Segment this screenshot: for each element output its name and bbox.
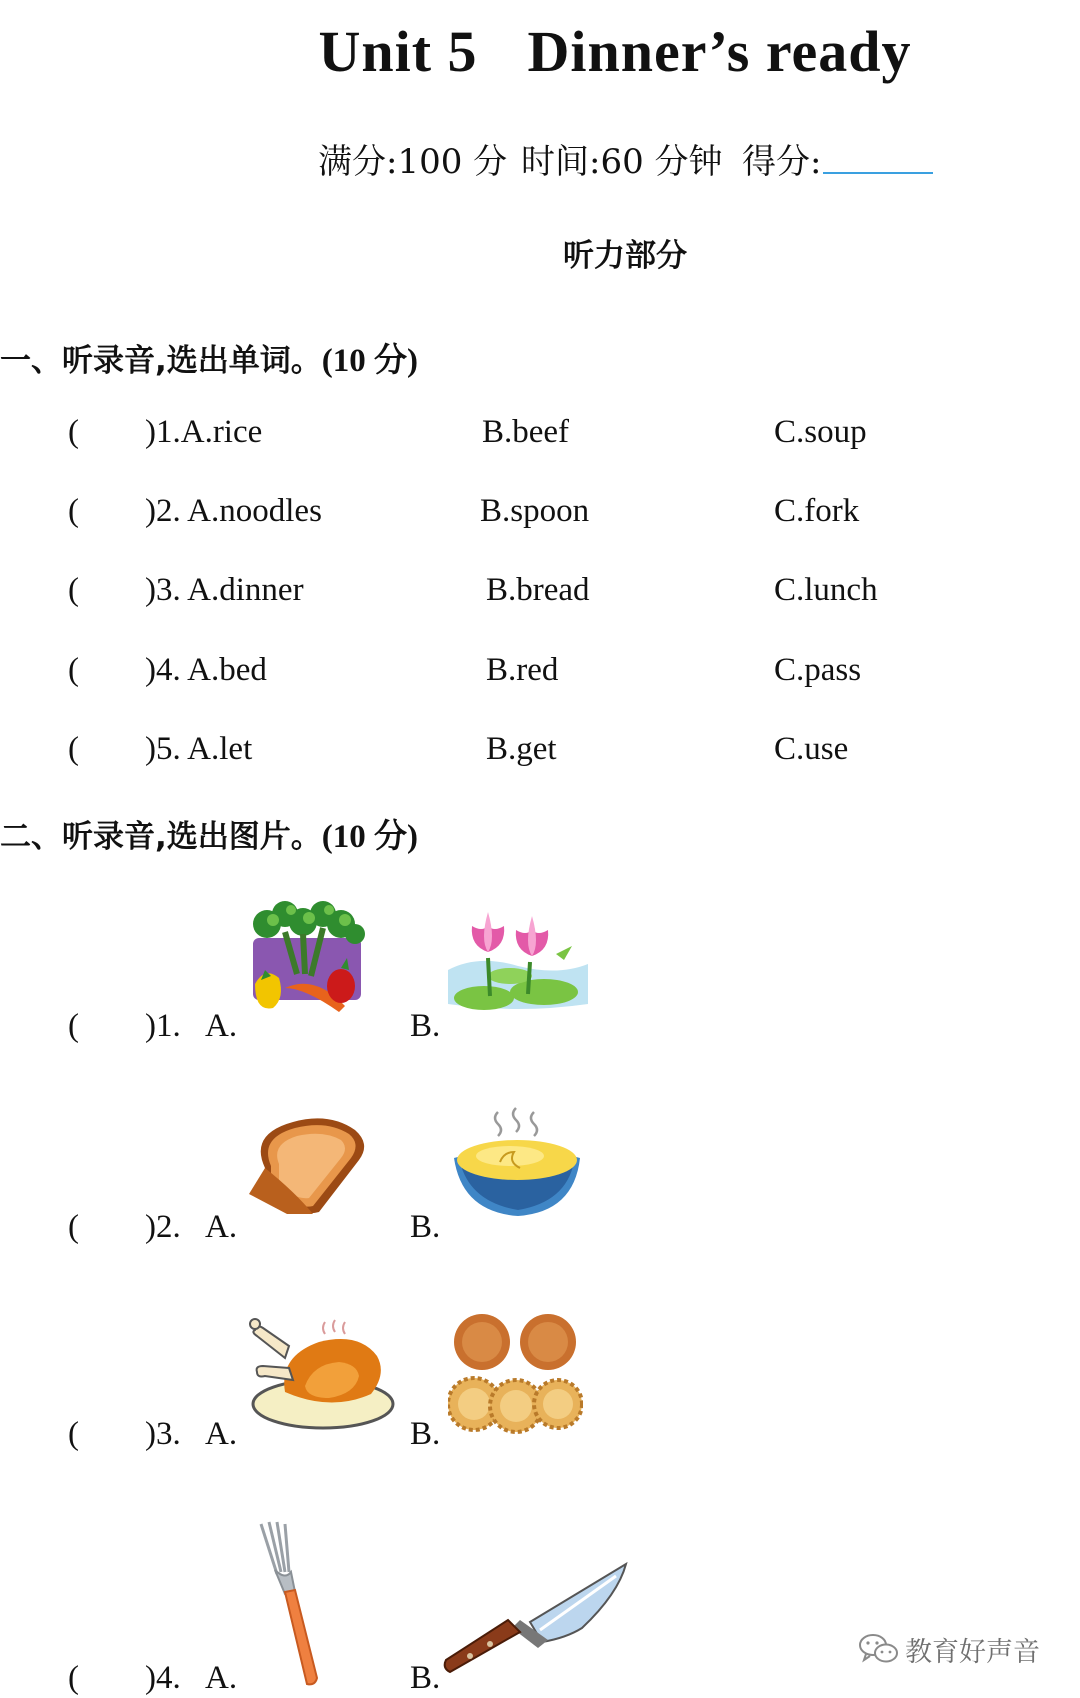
vegetables-icon[interactable] [245,900,367,1022]
part2-heading [0,810,418,857]
part1-points: (10 分) [321,343,419,379]
fork-icon[interactable] [255,1520,330,1690]
option-a-label: A. [205,1209,238,1245]
time-limit: 时间:60 分钟 [521,142,723,182]
option-a-label: A. [205,1416,238,1452]
part1-heading [0,334,418,381]
question-number: )3. [145,1416,181,1452]
option-b: B.get [486,731,557,767]
answer-blank[interactable]: ( [68,1660,79,1696]
roast-chicken-icon[interactable] [245,1316,395,1431]
option-b: B.red [486,652,559,688]
section-title: 听力部分 [563,238,687,274]
question-number: )2. [145,1209,181,1245]
option-b-label: B. [410,1209,441,1245]
page-title [0,18,1080,85]
answer-blank[interactable]: ( [68,652,79,688]
option-a-label: A. [205,1008,238,1044]
part2-heading-text: 二、听录音,选出图片。 [0,819,322,855]
answer-blank[interactable]: ( [68,414,79,450]
score-label: 得分: [742,142,822,182]
option-c: C.use [774,731,849,767]
answer-blank[interactable]: ( [68,493,79,529]
option-a-label: A. [205,1660,238,1696]
full-score: 满分:100 分 [318,142,508,182]
unit-label: Unit 5 [318,19,478,84]
option-a: )1.A.rice [145,414,263,450]
answer-blank[interactable]: ( [68,1416,79,1452]
bread-toast-icon[interactable] [245,1108,375,1223]
option-b-label: B. [410,1660,441,1696]
option-b-label: B. [410,1008,441,1044]
option-a: )3. A.dinner [145,572,304,608]
cookies-icon[interactable] [448,1312,583,1437]
option-a: )5. A.let [145,731,253,767]
answer-blank[interactable]: ( [68,572,79,608]
score-blank[interactable] [823,172,933,174]
answer-blank[interactable]: ( [68,1008,79,1044]
part1-heading-text: 一、听录音,选出单词。 [0,343,322,379]
option-b: B.bread [486,572,590,608]
answer-blank[interactable]: ( [68,731,79,767]
option-a: )4. A.bed [145,652,267,688]
option-c: C.pass [774,652,862,688]
answer-blank[interactable]: ( [68,1209,79,1245]
option-c: C.fork [774,493,860,529]
knife-icon[interactable] [440,1560,630,1680]
option-b: B.spoon [480,493,590,529]
soup-bowl-icon[interactable] [450,1106,585,1222]
watermark-text: 教育好声音 [905,1637,1040,1668]
question-number: )4. [145,1660,181,1696]
question-number: )1. [145,1008,181,1044]
option-b: B.beef [482,414,570,450]
option-c: C.soup [774,414,867,450]
option-a: )2. A.noodles [145,493,322,529]
part2-points: (10 分) [321,819,419,855]
option-c: C.lunch [774,572,878,608]
option-b-label: B. [410,1416,441,1452]
unit-title: Dinner’s ready [527,19,912,84]
lotus-icon[interactable] [448,900,588,1015]
wechat-icon [858,1632,900,1666]
